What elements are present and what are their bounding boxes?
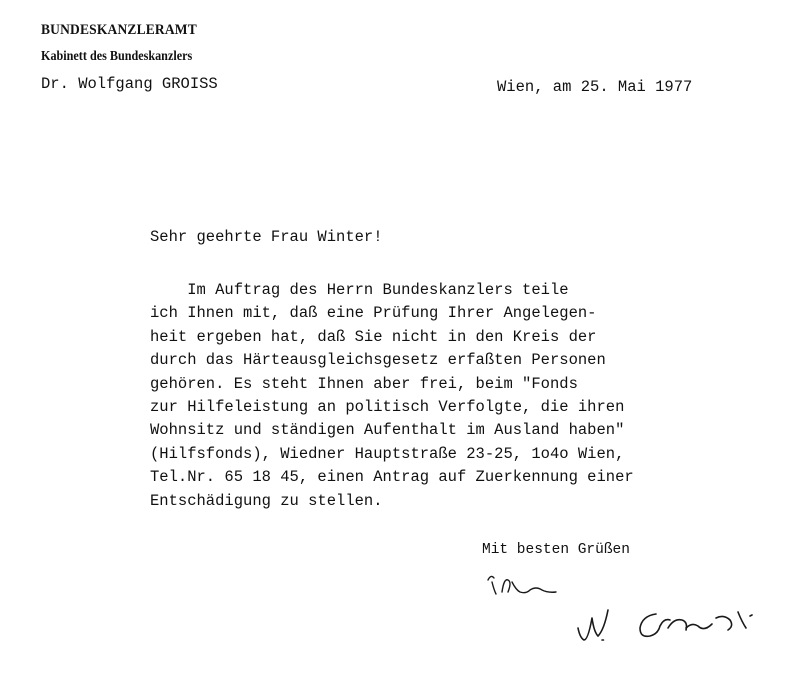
letterhead-cabinet: Kabinett des Bundeskanzlers <box>41 48 193 63</box>
body-line: Entschädigung zu stellen. <box>150 491 383 510</box>
body-line: Im Auftrag des Herrn Bundeskanzlers teile <box>150 281 569 299</box>
body-line: Wohnsitz und ständigen Aufenthalt im Ausland haben" <box>150 421 625 440</box>
sender-name: Dr. Wolfgang GROISS <box>41 75 218 93</box>
body-line: Tel.Nr. 65 18 45, einen Antrag auf Zuerkennung einer <box>150 468 634 487</box>
closing-greeting: Mit besten Grüßen <box>482 542 630 558</box>
body-line: ich Ihnen mit, daß eine Prüfung Ihrer Angelegen- <box>150 304 597 323</box>
body-line: durch das Härteausgleichsgesetz erfaßten Personen <box>150 351 606 370</box>
letterhead-office: BUNDESKANZLERAMT <box>41 22 197 38</box>
handwritten-signature <box>486 572 776 652</box>
body-line: gehören. Es steht Ihnen aber frei, beim "Fonds <box>150 374 578 393</box>
signature-initials <box>488 576 556 594</box>
body-line: zur Hilfeleistung an politisch Verfolgte, die ihren <box>150 397 625 416</box>
body-line: heit ergeben hat, daß Sie nicht in den Kreis der <box>150 327 597 346</box>
body-line: (Hilfsfonds), Wiedner Hauptstraße 23-25, 1o4o Wien, <box>150 444 625 463</box>
date-line: Wien, am 25. Mai 1977 <box>497 78 693 96</box>
salutation: Sehr geehrte Frau Winter! <box>150 228 383 246</box>
signature-name <box>578 610 752 640</box>
letter-body <box>150 279 710 513</box>
